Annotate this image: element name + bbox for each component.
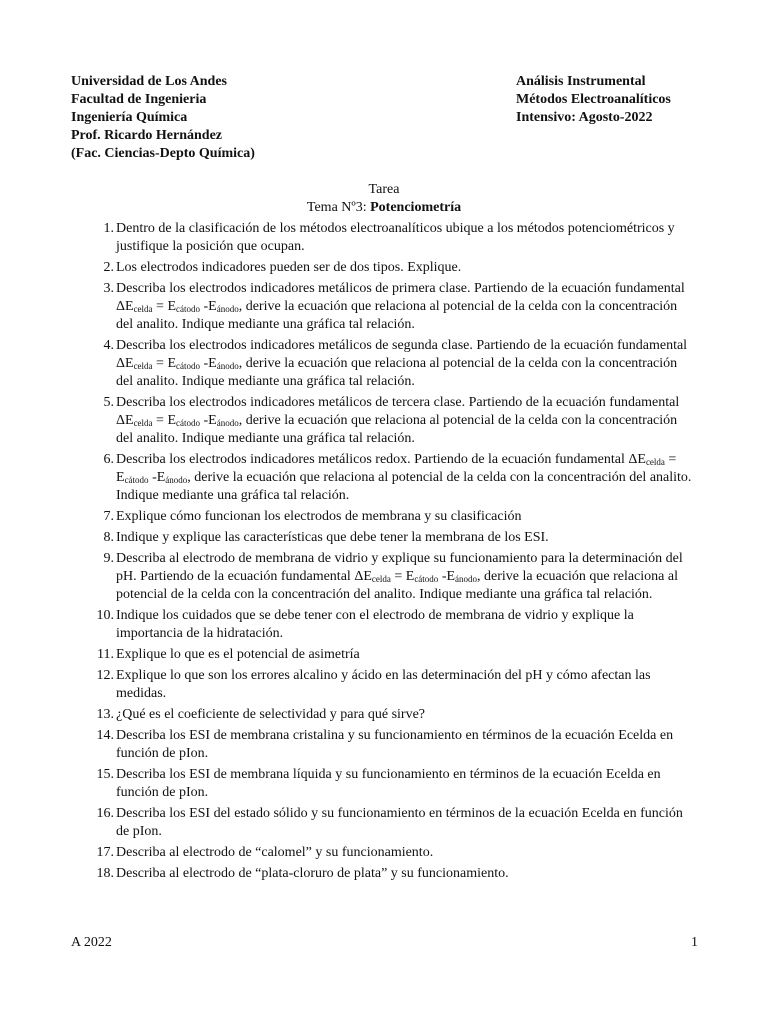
equation-term: = E xyxy=(152,356,176,371)
university-name: Universidad de Los Andes xyxy=(71,74,227,89)
question-text-segment: Explique lo que es el potencial de asimetría xyxy=(116,647,360,662)
equation-term: ΔE xyxy=(354,569,372,584)
assignment-title xyxy=(0,181,768,217)
assignment-label: Tarea xyxy=(368,182,400,197)
cell-potential-equation xyxy=(116,413,239,428)
question-text xyxy=(116,509,521,524)
question-number: 10. xyxy=(96,608,114,623)
equation-subscript: cátodo xyxy=(176,304,200,314)
course-name: Análisis Instrumental xyxy=(516,74,646,89)
question-item xyxy=(96,667,696,703)
equation-term: = E xyxy=(390,569,415,584)
question-text xyxy=(116,728,673,761)
question-item xyxy=(96,766,696,802)
question-text-segment: Describa al electrodo de membrana de vidrio y explique su funcionamiento para la determinación del pH. Partiendo de la ecuación fundamental xyxy=(116,551,683,584)
professor-name: Prof. Ricardo Hernández xyxy=(71,128,222,143)
topic-prefix: Tema Nº3: xyxy=(306,200,371,215)
question-text-segment: Explique lo que son los errores alcalino y ácido en las determinación del pH y cómo afectan las medidas. xyxy=(116,668,651,701)
topic-name: Potenciometría xyxy=(370,200,462,215)
question-item xyxy=(103,529,696,547)
question-text xyxy=(116,221,675,254)
equation-subscript: cátodo xyxy=(124,475,149,485)
equation-subscript: ánodo xyxy=(165,475,188,485)
question-text-segment: Describa los electrodos indicadores metálicos de segunda clase. Partiendo de la ecuación fundamental xyxy=(116,338,688,353)
question-text-segment: , derive la ecuación que relaciona al potencial de la celda con la concentración del analito. Indique mediante una gráfica tal relación. xyxy=(116,569,678,602)
question-number: 13. xyxy=(96,707,114,722)
question-number: 2. xyxy=(103,260,114,275)
equation-term: ΔE xyxy=(116,413,134,428)
question-text-segment: Indique los cuidados que se debe tener con el electrodo de membrana de vidrio y explique la importancia de la hidratación. xyxy=(116,608,634,641)
equation-term: -E xyxy=(200,413,217,428)
question-text-segment: Describa al electrodo de “plata-cloruro de plata” y su funcionamiento. xyxy=(116,866,509,881)
assignment-topic xyxy=(0,199,768,217)
cell-potential-equation xyxy=(116,356,239,371)
department-name: (Fac. Ciencias-Depto Química) xyxy=(71,146,255,161)
question-text xyxy=(116,707,425,722)
question-item xyxy=(103,508,696,526)
equation-term: = E xyxy=(152,413,176,428)
question-item xyxy=(103,451,696,505)
question-text-segment: Describa los ESI de membrana líquida y su funcionamiento en términos de la ecuación Ecelda en función de pIon. xyxy=(116,767,661,800)
equation-subscript: celda xyxy=(133,304,153,314)
equation-term: -E xyxy=(148,470,166,485)
question-text xyxy=(116,260,461,275)
equation-term: ΔE xyxy=(628,452,646,467)
question-text xyxy=(116,767,661,800)
equation-subscript: ánodo xyxy=(455,574,478,584)
equation-term: = E xyxy=(152,299,176,314)
cell-potential-equation xyxy=(116,299,239,314)
question-text-segment: Describa los electrodos indicadores metálicos de primera clase. Partiendo de la ecuación fundamental xyxy=(116,281,685,296)
question-item xyxy=(103,337,696,391)
question-text-segment: Dentro de la clasificación de los métodos electroanalíticos ubique a los métodos potenciométricos y justifique la posición que ocupan. xyxy=(116,221,675,254)
equation-subscript: cátodo xyxy=(414,574,439,584)
question-text-segment: Describa los ESI del estado sólido y su funcionamiento en términos de la ecuación Ecelda en función de pIon. xyxy=(116,806,683,839)
question-text xyxy=(116,668,651,701)
question-number: 7. xyxy=(103,509,114,524)
question-number: 5. xyxy=(103,395,114,410)
question-number: 3. xyxy=(103,281,114,296)
question-number: 12. xyxy=(96,668,114,683)
question-number: 8. xyxy=(103,530,114,545)
equation-term: -E xyxy=(200,356,217,371)
question-text xyxy=(116,866,509,881)
program-name: Ingeniería Química xyxy=(71,110,188,125)
question-number: 11. xyxy=(97,647,114,662)
question-number: 14. xyxy=(96,728,114,743)
question-text-segment: Describa al electrodo de “calomel” y su funcionamiento. xyxy=(116,845,434,860)
question-item xyxy=(103,259,696,277)
question-item xyxy=(96,607,696,643)
question-text xyxy=(116,281,685,332)
question-text xyxy=(116,530,549,545)
equation-subscript: celda xyxy=(133,418,153,428)
equation-subscript: celda xyxy=(645,457,665,467)
question-number: 15. xyxy=(96,767,114,782)
question-text-segment: Los electrodos indicadores pueden ser de dos tipos. Explique. xyxy=(116,260,462,275)
header-institution-block xyxy=(71,73,255,163)
cell-potential-equation xyxy=(354,569,477,584)
equation-term: ΔE xyxy=(116,356,134,371)
equation-term: ΔE xyxy=(116,299,134,314)
question-text-segment: Indique y explique las características que debe tener la membrana de los ESI. xyxy=(116,530,549,545)
question-text xyxy=(116,452,691,503)
footer-date: A 2022 xyxy=(71,935,112,950)
question-number: 17. xyxy=(96,845,114,860)
equation-term: = E xyxy=(116,452,677,485)
question-item xyxy=(103,280,696,334)
question-item xyxy=(97,646,696,664)
question-number: 1. xyxy=(103,221,114,236)
course-term: Intensivo: Agosto-2022 xyxy=(516,110,653,125)
question-text xyxy=(116,608,634,641)
question-text-segment: Describa los electrodos indicadores metálicos redox. Partiendo de la ecuación fundamental xyxy=(116,452,629,467)
question-item xyxy=(103,550,696,604)
question-item xyxy=(96,706,696,724)
question-text xyxy=(116,551,683,602)
question-number: 9. xyxy=(103,551,114,566)
question-text xyxy=(116,338,687,389)
equation-subscript: celda xyxy=(133,361,153,371)
question-text-segment: Describa los ESI de membrana cristalina y su funcionamiento en términos de la ecuación Ecelda en función de pIon. xyxy=(116,728,674,761)
question-text xyxy=(116,395,679,446)
question-text-segment: , derive la ecuación que relaciona al potencial de la celda con la concentración del analito. Indique mediante una gráfica tal relación. xyxy=(116,299,678,332)
equation-term: -E xyxy=(438,569,456,584)
question-number: 6. xyxy=(103,452,114,467)
equation-term: -E xyxy=(200,299,217,314)
question-number: 4. xyxy=(103,338,114,353)
equation-subscript: ánodo xyxy=(216,304,239,314)
question-item xyxy=(96,805,696,841)
question-text xyxy=(116,806,683,839)
question-item xyxy=(96,865,696,883)
question-text-segment: , derive la ecuación que relaciona al potencial de la celda con la concentración del analito. Indique mediante una gráfica tal relación. xyxy=(116,356,678,389)
question-number: 16. xyxy=(96,806,114,821)
equation-subscript: ánodo xyxy=(216,418,239,428)
faculty-name: Facultad de Ingenieria xyxy=(71,92,207,107)
question-list xyxy=(96,220,696,886)
question-item xyxy=(103,394,696,448)
question-text xyxy=(116,845,433,860)
page-number: 1 xyxy=(691,935,698,950)
course-subject: Métodos Electroanalíticos xyxy=(516,92,671,107)
equation-subscript: celda xyxy=(371,574,391,584)
question-text-segment: ¿Qué es el coeficiente de selectividad y para qué sirve? xyxy=(116,707,426,722)
question-item xyxy=(103,220,696,256)
question-item xyxy=(96,844,696,862)
question-text-segment: , derive la ecuación que relaciona al potencial de la celda con la concentración del analito. Indique mediante una gráfica tal relación. xyxy=(116,470,692,503)
equation-subscript: cátodo xyxy=(176,361,200,371)
equation-subscript: cátodo xyxy=(176,418,200,428)
header-course-block xyxy=(516,73,671,127)
question-text-segment: Explique cómo funcionan los electrodos de membrana y su clasificación xyxy=(116,509,522,524)
equation-subscript: ánodo xyxy=(216,361,239,371)
question-number: 18. xyxy=(96,866,114,881)
question-item xyxy=(96,727,696,763)
question-text-segment: , derive la ecuación que relaciona al potencial de la celda con la concentración del analito. Indique mediante una gráfica tal relación. xyxy=(116,413,678,446)
question-text-segment: Describa los electrodos indicadores metálicos de tercera clase. Partiendo de la ecuación fundamental xyxy=(116,395,680,410)
question-text xyxy=(116,647,360,662)
